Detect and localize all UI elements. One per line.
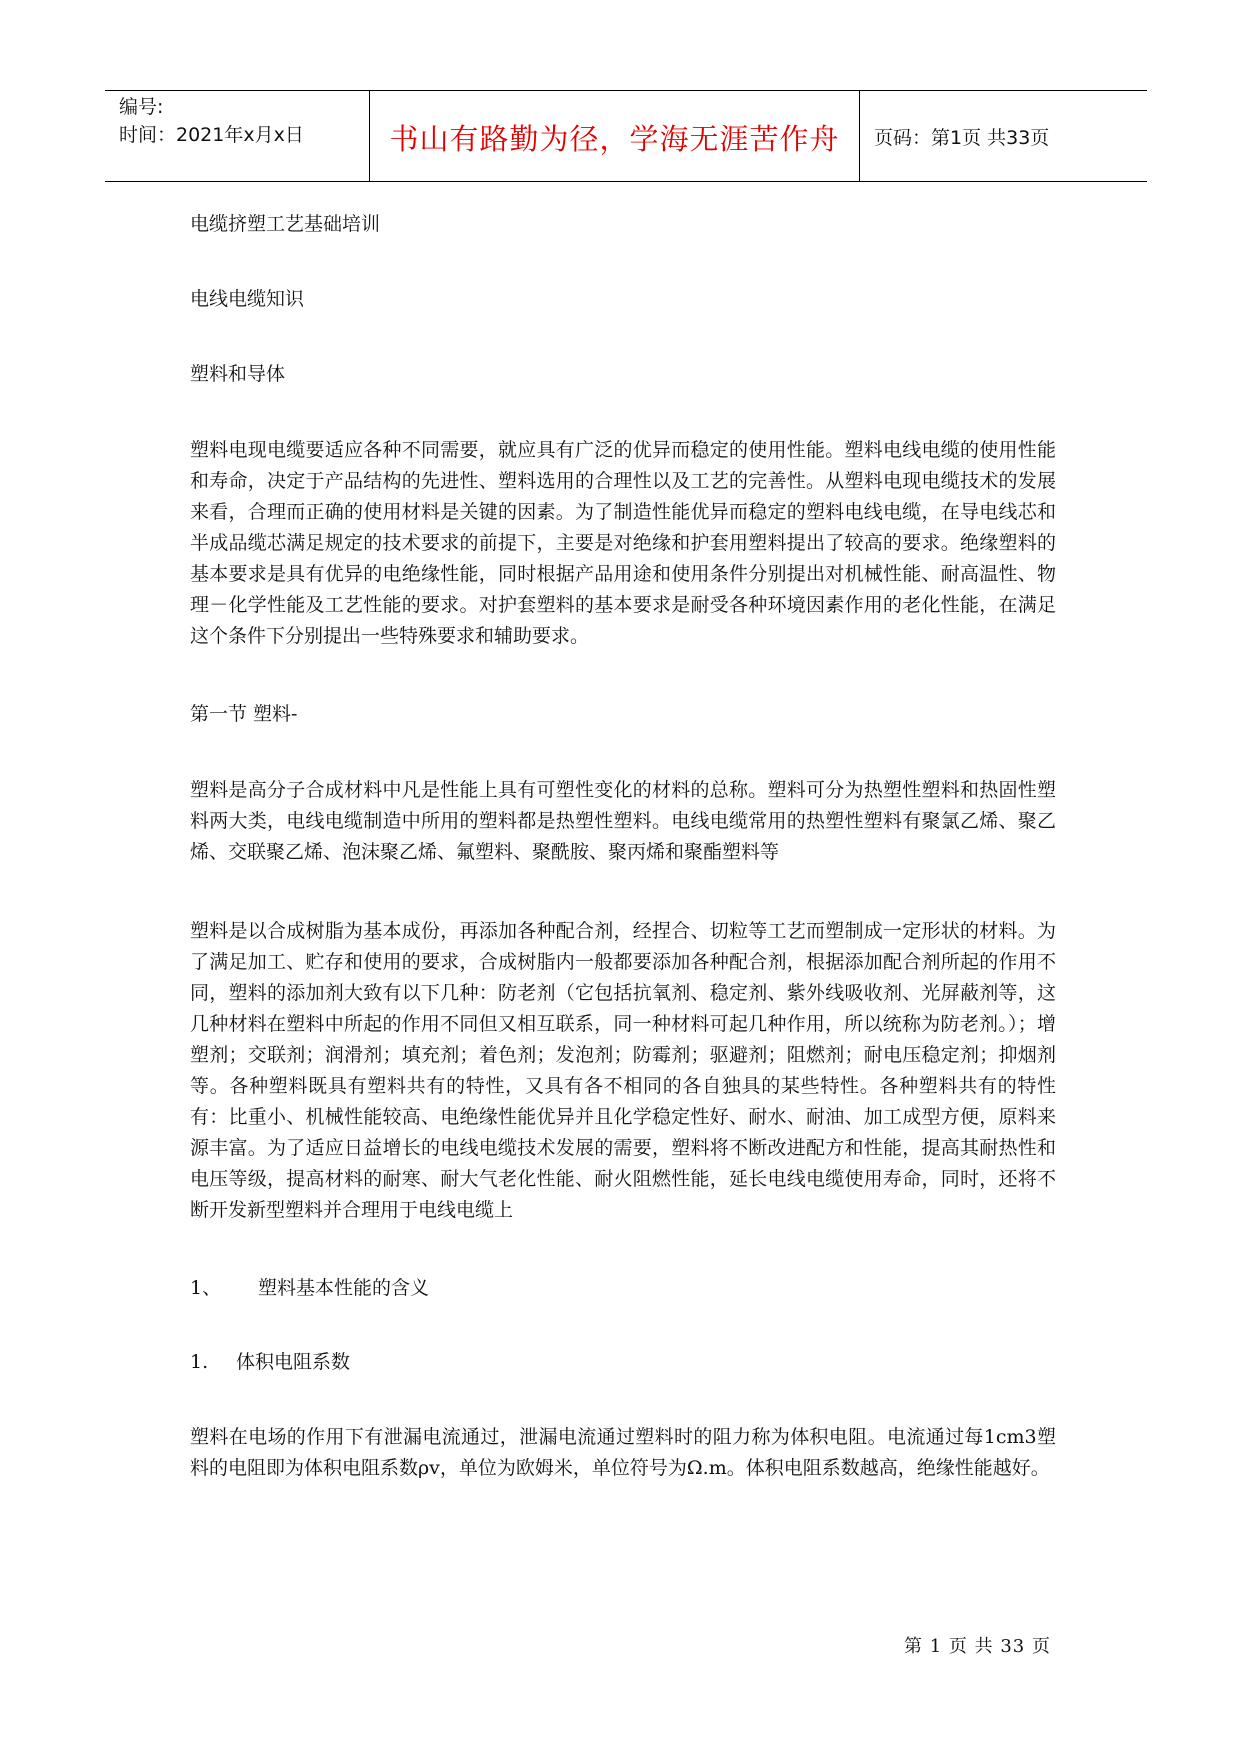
document-header bbox=[105, 90, 1147, 182]
header-right-cell bbox=[860, 91, 1147, 181]
header-middle-cell bbox=[370, 91, 860, 181]
document-time-label: 时间：2021年x月x日 bbox=[119, 124, 304, 146]
numbered-heading-1-number: 1、 bbox=[190, 1277, 222, 1299]
header-motto: 书山有路勤为径，学海无涯苦作舟 bbox=[389, 121, 840, 156]
numbered-heading-1-text: 塑料基本性能的含义 bbox=[258, 1277, 430, 1299]
document-number-label: 编号: bbox=[119, 96, 164, 118]
document-title: 电缆挤塑工艺基础培训 bbox=[190, 213, 381, 235]
chapter-title: 电线电缆知识 bbox=[190, 288, 305, 310]
document-body bbox=[190, 210, 1056, 1532]
intro-paragraph: 塑料电现电缆要适应各种不同需要，就应具有广泛的优异而稳定的使用性能。塑料电线电缆的使用性能和寿命，决定于产品结构的先进性、塑料选用的合理性以及工艺的完善性。从塑料电现电缆技术的发展来看，合理而正确的使用材料是关键的因素。为了制造性能优异而稳定的塑料电线电缆，在导电线芯和半成品缆芯满足规定的技术要求的前提下，主要是对绝缘和护套用塑料提出了较高的要求。绝缘塑料的基本要求是具有优异的电绝缘性能，同时根据产品用途和使用条件分别提出对机械性能、耐高温性、物理－化学性能及工艺性能的要求。对护套塑料的基本要求是耐受各种环境因素作用的老化性能，在满足这个条件下分别提出一些特殊要求和辅助要求。 bbox=[190, 439, 1056, 647]
plastics-composition-paragraph: 塑料是以合成树脂为基本成份，再添加各种配合剂，经捏合、切粒等工艺而塑制成一定形状的材料。为了满足加工、贮存和使用的要求，合成树脂内一般都要添加各种配合剂，根据添加配合剂所起的作用不同，塑料的添加剂大致有以下几种：防老剂（它包括抗氧剂、稳定剂、紫外线吸收剂、光屏蔽剂等，这几种材料在塑料中所起的作用不同但又相互联系，同一种材料可起几种作用，所以统称为防老剂。）；增塑剂；交联剂；润滑剂；填充剂；着色剂；发泡剂；防霉剂；驱避剂；阻燃剂；耐电压稳定剂；抑烟剂等。各种塑料既具有塑料共有的特性，又具有各不相同的各自独具的某些特性。各种塑料共有的特性有：比重小、机械性能较高、电绝缘性能优异并且化学稳定性好、耐水、耐油、加工成型方便，原料来源丰富。为了适应日益增长的电线电缆技术发展的需要，塑料将不断改进配方和性能，提高其耐热性和电压等级，提高材料的耐寒、耐大气老化性能、耐火阻燃性能，延长电线电缆使用寿命，同时，还将不断开发新型塑料并合理用于电线电缆上 bbox=[190, 920, 1056, 1221]
numbered-heading-2-text: 体积电阻系数 bbox=[236, 1351, 351, 1373]
page-footer: 第 1 页 共 33 页 bbox=[904, 1636, 1051, 1657]
header-page-info: 页码：第1页 共33页 bbox=[874, 126, 1050, 149]
numbered-heading-2-number: 1. bbox=[190, 1351, 209, 1373]
numbered-heading-2 bbox=[190, 1348, 1056, 1376]
plastics-definition-paragraph: 塑料是高分子合成材料中凡是性能上具有可塑性变化的材料的总称。塑料可分为热塑性塑料和热固性塑料两大类，电线电缆制造中所用的塑料都是热塑性塑料。电线电缆常用的热塑性塑料有聚氯乙烯、聚乙烯、交联聚乙烯、泡沫聚乙烯、氟塑料、聚酰胺、聚丙烯和聚酯塑料等 bbox=[190, 779, 1056, 863]
section-title: 第一节 塑料- bbox=[190, 703, 298, 725]
header-left-cell bbox=[105, 91, 370, 181]
topic-title: 塑料和导体 bbox=[190, 363, 286, 385]
numbered-heading-1 bbox=[190, 1274, 1056, 1302]
volume-resistivity-paragraph: 塑料在电场的作用下有泄漏电流通过，泄漏电流通过塑料时的阻力称为体积电阻。电流通过每1cm3塑料的电阻即为体积电阻系数ρv，单位为欧姆米，单位符号为Ω.m。体积电阻系数越高，绝缘性能越好。 bbox=[190, 1426, 1056, 1479]
